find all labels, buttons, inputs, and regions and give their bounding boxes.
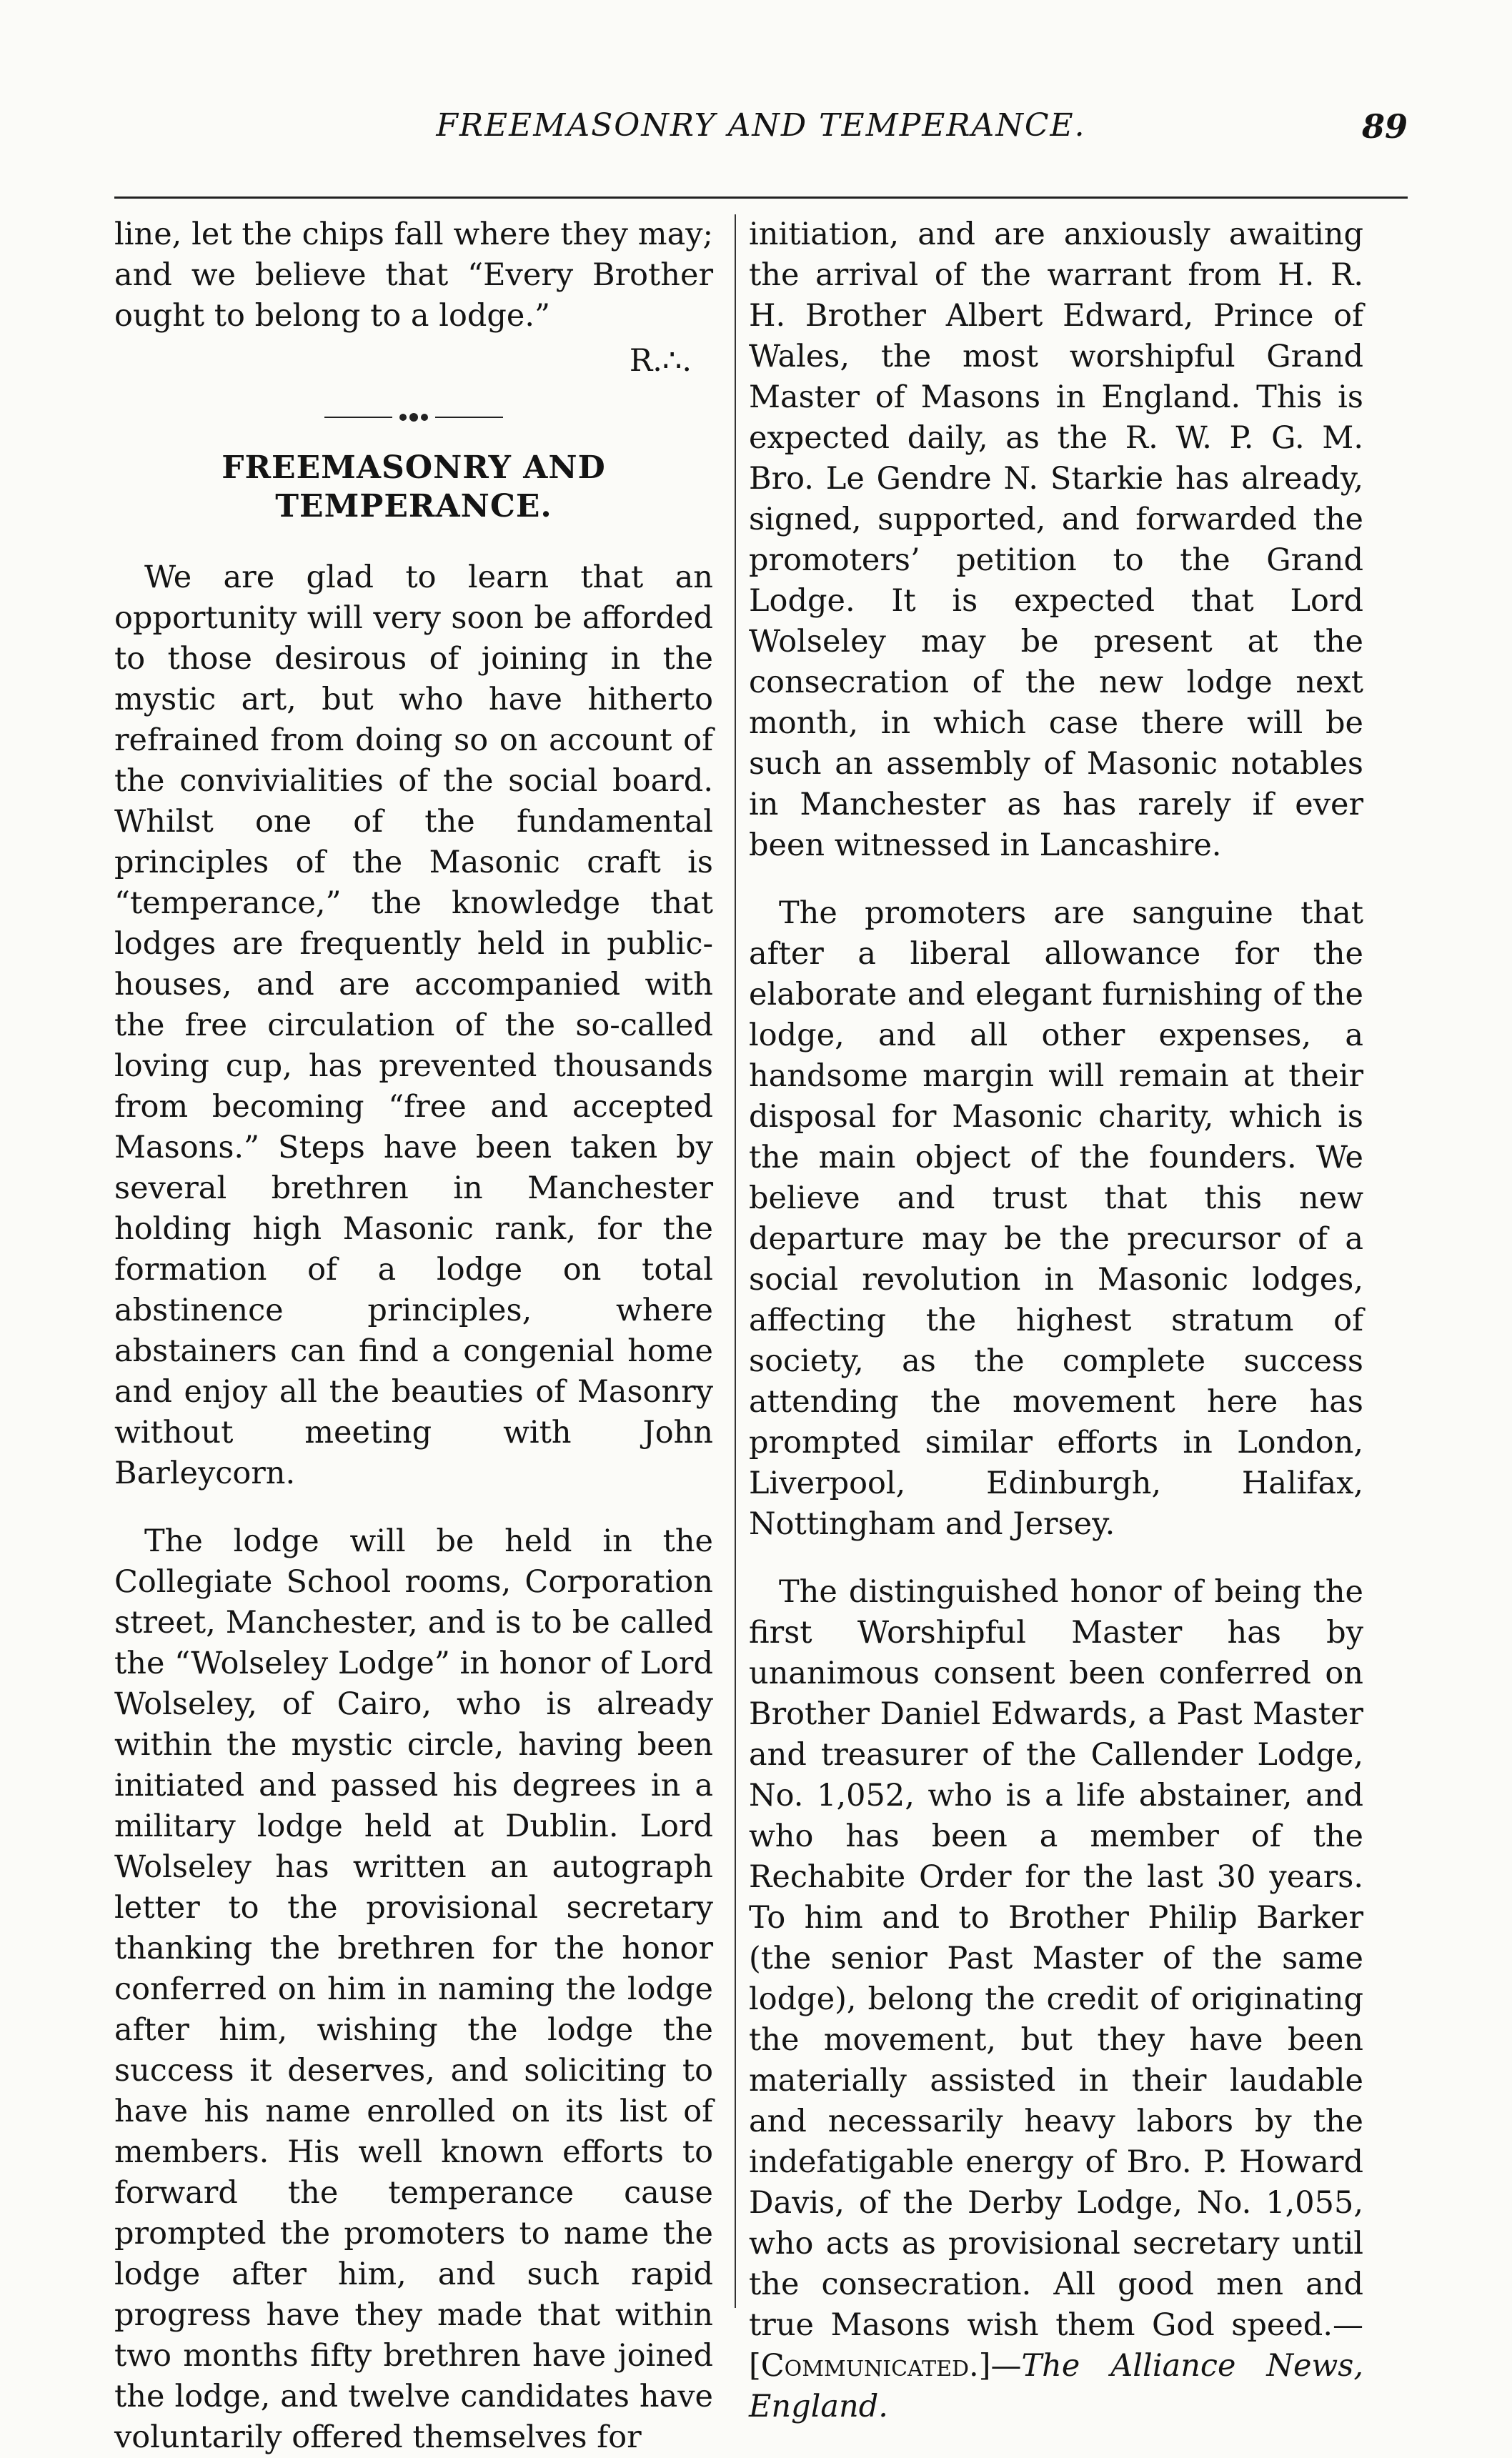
article-paragraph-final [749, 1572, 1363, 2427]
paragraph-text: The distinguished honor of being the first Worshipful Master has by unanimous consent been conferred on Brother Daniel Edwards, a Past Master and treasurer of the Callender Lodge, No. 1,052, who is a life abstainer, and who has been a member of the Rechabite Order for the last 30 years. To him and to Brother Philip Barker (the senior Past Master of the same lodge), belong the credit of originating the movement, but they have been materially assisted in their laudable and necessarily heavy labors by the indefatigable energy of Bro. P. Howard Davis, of the Derby Lodge, No. 1,055, who acts as provisional secretary until the consecration. All good men and true Masons wish them God speed.— [749, 1574, 1363, 2343]
source-attribution: The Alliance News, England. [749, 2348, 1363, 2424]
continued-paragraph: line, let the chips fall where they may; and we believe that “Every Brother ought to belong to a lodge.” [114, 217, 713, 334]
communicated-credit: [Communicated.] [749, 2348, 991, 2384]
article-paragraph: We are glad to learn that an opportunity will very soon be afforded to those desirous of joining in the mystic art, but who have hitherto refrained from doing so on account of the convivialities of the social board. Whilst one of the fundamental principles of the Masonic craft is “temperance,” the knowledge that lodges are frequently held in public-houses, and are accompanied with the free circulation of the so-called loving cup, has prevented thousands from becoming “free and accepted Masons.” Steps have been taken by several brethren in Manchester holding high Masonic rank, for the formation of a lodge on total abstinence principles, where abstainers can find a congenial home and enjoy all the beauties of Masonry without meeting with John Barleycorn. [114, 559, 713, 1491]
header-rule [114, 196, 1408, 199]
article-paragraph: initiation, and are anxiously awaiting the arrival of the warrant from H. R. H. Brother Albert Edward, Prince of Wales, the most worshipful Grand Master of Masons in England. This is expected daily, as the R. W. P. G. M. Bro. Le Gendre N. Starkie has already, signed, supported, and forwarded the promoters’ petition to the Grand Lodge. It is expected that Lord Wolseley may be present at the consecration of the new lodge next month, in which case there will be such an assembly of Masonic notables in Manchester as has rarely if ever been witnessed in Lancashire. [749, 217, 1363, 863]
left-column [114, 214, 713, 2458]
article-paragraph: The promoters are sanguine that after a liberal allowance for the elaborate and elegant furnishing of the lodge, and all other expenses, a handsome margin will remain at their disposal for Masonic charity, which is the main object of the founders. We believe and trust that this new departure may be the precursor of a social revolution in Masonic lodges, affecting the highest stratum of society, as the complete success attending the movement here has prompted similar efforts in London, Liverpool, Edinburgh, Halifax, Nottingham and Jersey. [749, 895, 1363, 1542]
article-paragraph: The lodge will be held in the Collegiate School rooms, Corporation street, Manchester, and is to be called the “Wolseley Lodge” in honor of Lord Wolseley, of Cairo, who is already within the mystic circle, having been initiated and passed his degrees in a military lodge held at Dublin. Lord Wolseley has written an autograph letter to the provisional secretary thanking the brethren for the honor conferred on him in naming the lodge after him, wishing the lodge the success it deserves, and soliciting to have his name enrolled on its list of members. His well known efforts to forward the temperance cause prompted the promoters to name the lodge after him, and such rapid progress have they made that within two months fifty brethren have joined the lodge, and twelve candidates have voluntarily offered themselves for [114, 1523, 713, 2455]
running-title: FREEMASONRY AND TEMPERANCE. [436, 107, 1086, 144]
running-head [114, 100, 1408, 157]
source-dash: — [990, 2348, 1022, 2384]
column-divider [735, 214, 736, 2308]
section-ornament [324, 410, 503, 424]
author-signature: R.∴. [629, 343, 692, 379]
page-number: 89 [1361, 107, 1408, 146]
article-heading: FREEMASONRY AND TEMPERANCE. [222, 449, 606, 524]
right-column [749, 214, 1363, 2427]
